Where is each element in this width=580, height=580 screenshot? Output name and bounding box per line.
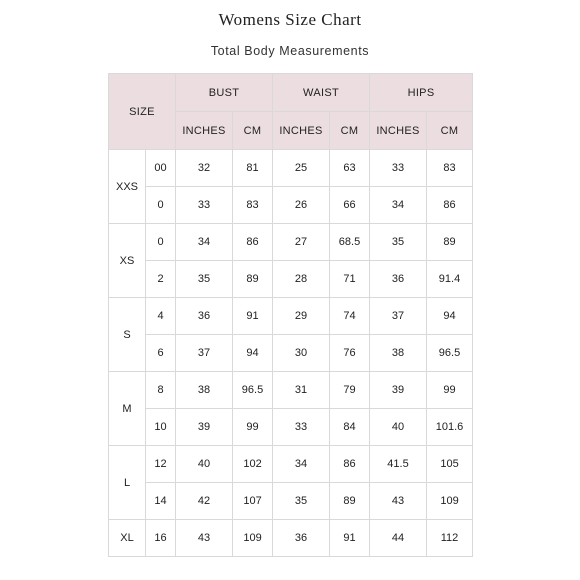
hips-inches: 33 (370, 150, 427, 187)
waist-inches: 26 (273, 187, 330, 224)
hips-inches: 37 (370, 298, 427, 335)
waist-cm: 74 (330, 298, 370, 335)
hips-inches: 38 (370, 335, 427, 372)
size-label: L (109, 446, 146, 520)
bust-cm: 94 (233, 335, 273, 372)
page-title: Womens Size Chart (218, 10, 362, 29)
size-number: 10 (146, 409, 176, 446)
table-row (109, 520, 473, 557)
waist-inches: 30 (273, 335, 330, 372)
hips-cm: 86 (427, 187, 473, 224)
waist-cm: 68.5 (330, 224, 370, 261)
table-row (109, 372, 473, 409)
waist-header: WAIST (273, 74, 370, 112)
hips-cm: 105 (427, 446, 473, 483)
hips-cm: 83 (427, 150, 473, 187)
hips-cm: 109 (427, 483, 473, 520)
bust-inches: 42 (176, 483, 233, 520)
bust-inches: 43 (176, 520, 233, 557)
hips-cm: 96.5 (427, 335, 473, 372)
size-rows (109, 150, 473, 557)
waist-inches: 31 (273, 372, 330, 409)
size-number: 14 (146, 483, 176, 520)
waist-inches: 33 (273, 409, 330, 446)
waist-inches: 25 (273, 150, 330, 187)
waist-cm: 91 (330, 520, 370, 557)
bust-inches: 32 (176, 150, 233, 187)
hips-cm-header: CM (427, 112, 473, 150)
size-number: 12 (146, 446, 176, 483)
bust-cm: 86 (233, 224, 273, 261)
bust-inches: 35 (176, 261, 233, 298)
hips-inches: 40 (370, 409, 427, 446)
bust-inches: 34 (176, 224, 233, 261)
waist-inches-header: INCHES (273, 112, 330, 150)
bust-inches-header: INCHES (176, 112, 233, 150)
hips-cm: 94 (427, 298, 473, 335)
table-row (109, 261, 473, 298)
bust-cm: 96.5 (233, 372, 273, 409)
hips-header: HIPS (370, 74, 473, 112)
size-header: SIZE (109, 74, 176, 150)
size-number: 2 (146, 261, 176, 298)
bust-header: BUST (176, 74, 273, 112)
bust-inches: 36 (176, 298, 233, 335)
bust-cm-header: CM (233, 112, 273, 150)
bust-cm: 107 (233, 483, 273, 520)
size-label: XS (109, 224, 146, 298)
bust-cm: 91 (233, 298, 273, 335)
size-number: 16 (146, 520, 176, 557)
size-number: 0 (146, 187, 176, 224)
hips-inches: 43 (370, 483, 427, 520)
size-label: XL (109, 520, 146, 557)
hips-inches: 41.5 (370, 446, 427, 483)
waist-inches: 35 (273, 483, 330, 520)
bust-cm: 81 (233, 150, 273, 187)
waist-cm: 71 (330, 261, 370, 298)
size-label: S (109, 298, 146, 372)
bust-cm: 102 (233, 446, 273, 483)
size-chart-table (108, 73, 473, 557)
size-number: 0 (146, 224, 176, 261)
bust-cm: 83 (233, 187, 273, 224)
bust-inches: 38 (176, 372, 233, 409)
table-row (109, 446, 473, 483)
table-row (109, 298, 473, 335)
waist-cm: 89 (330, 483, 370, 520)
table-row (109, 335, 473, 372)
hips-inches: 44 (370, 520, 427, 557)
hips-inches: 36 (370, 261, 427, 298)
size-label: XXS (109, 150, 146, 224)
table-row (109, 187, 473, 224)
waist-inches: 27 (273, 224, 330, 261)
table-row (109, 409, 473, 446)
hips-cm: 89 (427, 224, 473, 261)
hips-inches: 34 (370, 187, 427, 224)
hips-cm: 91.4 (427, 261, 473, 298)
waist-inches: 28 (273, 261, 330, 298)
table-row (109, 224, 473, 261)
bust-inches: 37 (176, 335, 233, 372)
waist-cm: 66 (330, 187, 370, 224)
hips-inches: 39 (370, 372, 427, 409)
size-number: 4 (146, 298, 176, 335)
header-row-groups (109, 74, 473, 112)
waist-inches: 29 (273, 298, 330, 335)
page-subtitle: Total Body Measurements (210, 44, 370, 58)
waist-inches: 34 (273, 446, 330, 483)
waist-cm: 86 (330, 446, 370, 483)
size-number: 8 (146, 372, 176, 409)
waist-cm-header: CM (330, 112, 370, 150)
hips-cm: 99 (427, 372, 473, 409)
size-number: 6 (146, 335, 176, 372)
bust-cm: 99 (233, 409, 273, 446)
hips-cm: 101.6 (427, 409, 473, 446)
hips-cm: 112 (427, 520, 473, 557)
waist-inches: 36 (273, 520, 330, 557)
waist-cm: 79 (330, 372, 370, 409)
table-row (109, 483, 473, 520)
waist-cm: 84 (330, 409, 370, 446)
size-label: M (109, 372, 146, 446)
hips-inches: 35 (370, 224, 427, 261)
waist-cm: 63 (330, 150, 370, 187)
bust-cm: 109 (233, 520, 273, 557)
size-number: 00 (146, 150, 176, 187)
bust-cm: 89 (233, 261, 273, 298)
bust-inches: 33 (176, 187, 233, 224)
bust-inches: 40 (176, 446, 233, 483)
hips-inches-header: INCHES (370, 112, 427, 150)
waist-cm: 76 (330, 335, 370, 372)
table-row (109, 150, 473, 187)
bust-inches: 39 (176, 409, 233, 446)
